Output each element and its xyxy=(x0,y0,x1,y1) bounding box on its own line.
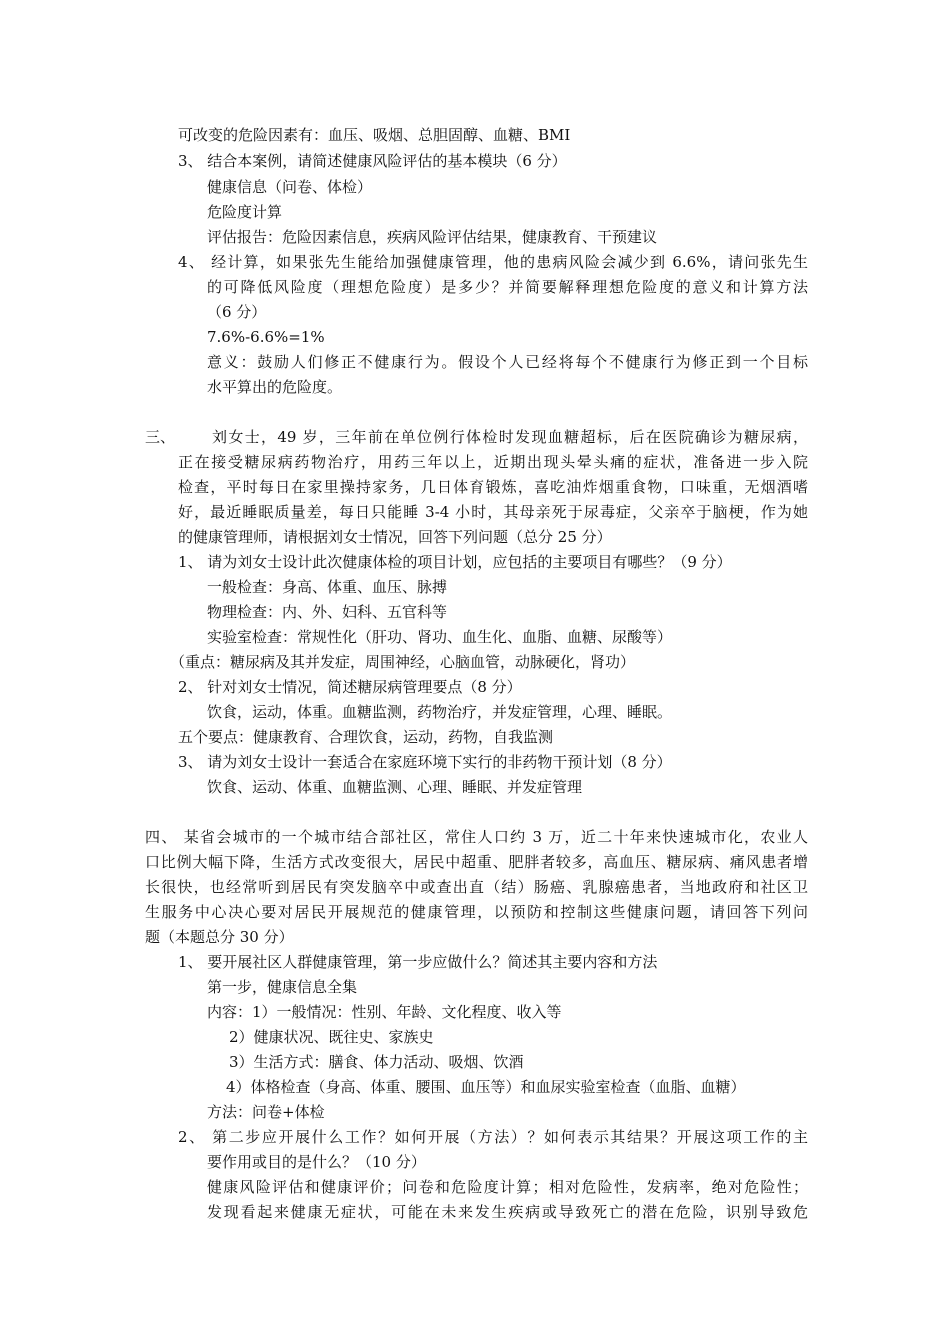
section-3-text: 正在接受糖尿病药物治疗，用药三年以上，近期出现头晕头痛的症状，准备进一步入院 xyxy=(178,453,808,471)
question-4-heading: 4、 经计算，如果张先生能给加强健康管理，他的患病风险会减少到 6.6%，请问张先生 xyxy=(178,253,808,271)
section-3-text: 好，最近睡眠质量差，每日只能睡 3-4 小时，其母亲死于尿毒症，父亲卒于脑梗，作为她 xyxy=(178,503,808,521)
section-3-text: 检查，平时每日在家里操持家务，几日体育锻炼，喜吃油炸烟重食物，口味重，无烟酒嗜 xyxy=(178,478,808,496)
text-line: （6 分） xyxy=(207,303,267,321)
text-line: 3）生活方式：膳食、体力活动、吸烟、饮酒 xyxy=(229,1053,524,1071)
text-line: 的可降低风险度（理想危险度）是多少？并简要解释理想危险度的意义和计算方法 xyxy=(207,278,808,296)
text-line: 饮食，运动，体重。血糖监测，药物治疗，并发症管理，心理、睡眠。 xyxy=(207,703,673,721)
question-1-heading: 1、 要开展社区人群健康管理，第一步应做什么？简述其主要内容和方法 xyxy=(178,953,658,971)
text-line: （重点：糖尿病及其并发症，周围神经，心脑血管，动脉硬化，肾功） xyxy=(170,653,636,671)
text-line: 健康信息（问卷、体检） xyxy=(207,178,373,196)
text-line: 4）体格检查（身高、体重、腰围、血压等）和血尿实验室检查（血脂、血糖） xyxy=(226,1078,746,1096)
question-1-heading: 1、 请为刘女士设计此次健康体检的项目计划，应包括的主要项目有哪些？（9 分） xyxy=(178,553,732,571)
text-line: 第一步，健康信息全集 xyxy=(207,978,358,996)
text-line: 意义：鼓励人们修正不健康行为。假设个人已经将每个不健康行为修正到一个目标 xyxy=(207,353,808,371)
text-line: 可改变的危险因素有：血压、吸烟、总胆固醇、血糖、BMI xyxy=(178,126,571,144)
text-line: 2）健康状况、既往史、家族史 xyxy=(229,1028,434,1046)
text-line: 要作用或目的是什么？（10 分） xyxy=(207,1153,426,1171)
section-4-text: 口比例大幅下降，生活方式改变很大，居民中超重、肥胖者较多，高血压、糖尿病、痛风患者增 xyxy=(145,853,808,871)
text-line: 饮食、运动、体重、血糖监测、心理、睡眠、并发症管理 xyxy=(207,778,583,796)
text-line: 五个要点：健康教育、合理饮食，运动，药物，自我监测 xyxy=(178,728,554,746)
question-3-heading: 3、 结合本案例，请简述健康风险评估的基本模块（6 分） xyxy=(178,152,567,170)
text-line: 方法：问卷+体检 xyxy=(207,1103,325,1121)
text-line: 内容：1）一般情况：性别、年龄、文化程度、收入等 xyxy=(207,1003,562,1021)
section-3-text: 的健康管理师，请根据刘女士情况，回答下列问题（总分 25 分） xyxy=(178,528,612,546)
section-4-text: 生服务中心决心要对居民开展规范的健康管理，以预防和控制这些健康问题，请回答下列问 xyxy=(145,903,808,921)
section-3-text: 刘女士，49 岁，三年前在单位例行体检时发现血糖超标，后在医院确诊为糖尿病， xyxy=(212,428,808,446)
text-line: 危险度计算 xyxy=(207,203,283,221)
question-2-heading: 2、 第二步应开展什么工作？如何开展（方法）？如何表示其结果？开展这项工作的主 xyxy=(178,1128,808,1146)
text-line: 水平算出的危险度。 xyxy=(207,378,343,396)
text-line: 健康风险评估和健康评价；问卷和危险度计算；相对危险性，发病率，绝对危险性； xyxy=(207,1178,808,1196)
question-3-heading: 3、 请为刘女士设计一套适合在家庭环境下实行的非药物干预计划（8 分） xyxy=(178,753,672,771)
question-2-heading: 2、 针对刘女士情况，简述糖尿病管理要点（8 分） xyxy=(178,678,522,696)
section-4-text: 四、 某省会城市的一个城市结合部社区，常住人口约 3 万，近二十年来快速城市化，农业人 xyxy=(145,828,808,846)
text-line: 一般检查：身高、体重、血压、脉搏 xyxy=(207,578,448,596)
text-line: 实验室检查：常规性化（肝功、肾功、血生化、血脂、血糖、尿酸等） xyxy=(207,628,673,646)
text-line: 评估报告：危险因素信息，疾病风险评估结果，健康教育、干预建议 xyxy=(207,228,658,246)
text-line: 发现看起来健康无症状，可能在未来发生疾病或导致死亡的潜在危险，识别导致危 xyxy=(207,1203,808,1221)
text-line: 7.6%-6.6%=1% xyxy=(207,328,325,346)
section-4-text: 长很快，也经常听到居民有突发脑卒中或查出直（结）肠癌、乳腺癌患者，当地政府和社区卫 xyxy=(145,878,808,896)
section-3-number: 三、 xyxy=(145,428,176,446)
text-line: 物理检查：内、外、妇科、五官科等 xyxy=(207,603,448,621)
section-4-text: 题（本题总分 30 分） xyxy=(145,928,294,946)
